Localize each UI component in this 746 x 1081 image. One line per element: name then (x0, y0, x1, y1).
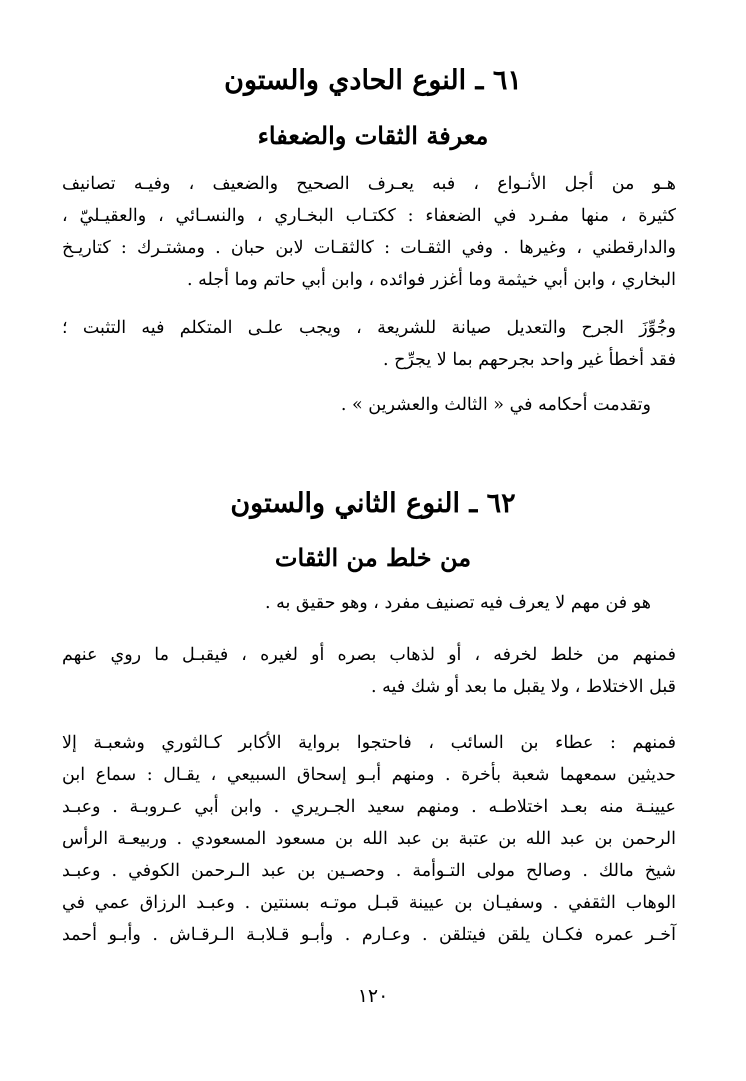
section-62-title: ٦٢ ـ النوع الثاني والستون (230, 488, 516, 519)
section-61-paragraph-1-line: البخاري ، وابن أبي خيثمة وما أغزر فوائده ، وابن أبي حاتم وما أجله . (187, 270, 676, 290)
section-62-subtitle: من خلط من الثقات (274, 543, 472, 572)
section-62-paragraph-3-line: شيخ مالك . وصالح مولى التـوأمة . وحصـين بن عبد الـرحمن الكوفي . وعبـد (62, 861, 676, 881)
section-62-paragraph-3-line: الوهاب الثقفي . وسفيـان بن عيينة قبـل موتـه بسنتين . وعبـد الرزاق عمي في (62, 893, 676, 913)
section-62-paragraph-1-line: هو فن مهم لا يعرف فيه تصنيف مفرد ، وهو حقيق به . (264, 593, 651, 613)
section-62-paragraph-3-line: الرحمن بن عبد الله بن عتبة بن عبد الله بن مسعود المسعودي . وربيعـة الرأس (62, 829, 676, 849)
section-62-paragraph-3-line: عيينـة منه بعـد اختلاطـه . ومنهم سعيد الجـريري . وابن أبي عـروبـة . وعبـد (62, 797, 676, 817)
section-61-paragraph-1-line: هـو من أجل الأنـواع ، فبه يعـرف الصحيح والضعيف ، وفيـه تصانيف (62, 174, 676, 194)
section-61-subtitle: معرفة الثقات والضعفاء (257, 121, 489, 150)
section-61-paragraph-3-line: وتقدمت أحكامه في « الثالث والعشرين » . (340, 395, 651, 415)
section-61-paragraph-2-line: فقد أخطأ غير واحد بجرحهم بما لا يجرِّح . (382, 350, 676, 370)
section-61-paragraph-2-line: وجُوِّزَ الجرح والتعديل صيانة للشريعة ، ويجب علـى المتكلم فيه التثبت ؛ (62, 318, 676, 338)
section-62-paragraph-3-line: حديثين سمعهما شعبة بأخرة . ومنهم أبـو إسحاق السبيعي ، يقـال : سماع ابن (62, 765, 676, 785)
section-62-paragraph-3-line: آخـر عمره فكـان يلقن فيتلقن . وعـارم . وأبـو قـلابـة الـرقـاش . وأبـو أحمد (62, 925, 676, 945)
section-62-paragraph-2-line: قبل الاختلاط ، ولا يقبل ما بعد أو شك فيه . (371, 677, 676, 697)
section-61-paragraph-1-line: كثيرة ، منها مفـرد في الضعفاء : ككتـاب البخـاري ، والنسـائي ، والعقيـليّ ، (62, 206, 676, 226)
section-62-paragraph-3-line: فمنهم : عطاء بن السائب ، فاحتجوا برواية الأكابر كـالثوري وشعبـة إلا (62, 733, 676, 753)
section-61-title: ٦١ ـ النوع الحادي والستون (224, 65, 522, 96)
section-61-paragraph-1-line: والدارقطني ، وغيرها . وفي الثقـات : كالثقـات لابن حبان . ومشتـرك : كتاريـخ (62, 238, 676, 258)
section-62-paragraph-2-line: فمنهم من خلط لخرفه ، أو لذهاب بصره أو لغيره ، فيقبـل ما روي عنهم (62, 645, 676, 665)
page-number: ١٢٠ (357, 985, 389, 1007)
